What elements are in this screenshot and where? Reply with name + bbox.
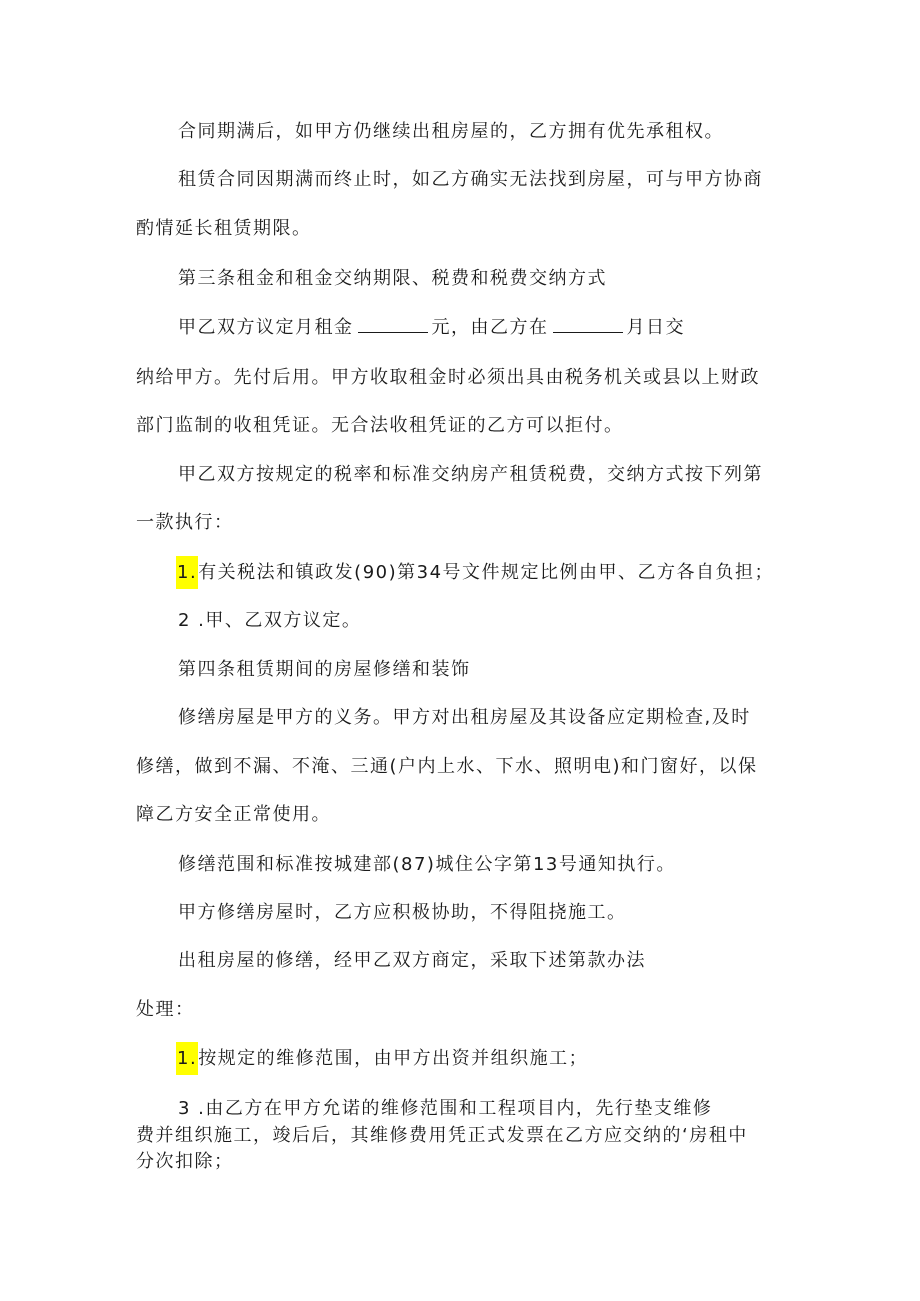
paragraph-rent-line-2: 纳给甲方。先付后用。甲方收取租金时必须出具由税务机关或县以上财政 (136, 367, 760, 388)
paragraph-tax-line-2: 一款执行： (136, 512, 234, 533)
highlighted-number: 1. (176, 556, 198, 589)
payment-date-blank[interactable] (553, 316, 623, 333)
paragraph-repair-line-1: 修缮房屋是甲方的义务。甲方对出租房屋及其设备应定期检查,及时 (178, 707, 751, 728)
repair-option-3-line-2: 费并组织施工，竣后后，其维修费用凭正式发票在乙方应交纳的‘房租中 (136, 1125, 748, 1146)
paragraph-extension-line-1: 租赁合同因期满而终止时，如乙方确实无法找到房屋，可与甲方协商 (178, 169, 763, 190)
paragraph-repair-method-line-2: 处理： (136, 999, 195, 1020)
paragraph-renewal-priority: 合同期满后，如甲方仍继续出租房屋的，乙方拥有优先承租权。 (178, 121, 724, 142)
article-three-heading: 第三条租金和租金交纳期限、税费和税费交纳方式 (178, 268, 607, 289)
paragraph-repair-scope: 修缮范围和标准按城建部(87)城住公字第13号通知执行。 (178, 854, 676, 875)
paragraph-tax-line-1: 甲乙双方按规定的税率和标准交纳房产租赁税费，交纳方式按下列第 (178, 464, 763, 485)
paragraph-repair-line-2: 修缮，做到不漏、不淹、三通(户内上水、下水、照明电)和门窗好，以保 (136, 756, 758, 777)
paragraph-repair-line-3: 障乙方安全正常使用。 (136, 804, 331, 825)
repair-option-1: 1.按规定的维修范围，由甲方出资并组织施工； (176, 1047, 588, 1071)
paragraph-extension-line-2: 酌情延长租赁期限。 (136, 218, 312, 239)
paragraph-repair-cooperation: 甲方修缮房屋时，乙方应积极协助，不得阻挠施工。 (178, 902, 627, 923)
highlighted-number: 1. (176, 1042, 198, 1075)
rent-amount-blank[interactable] (358, 316, 428, 333)
article-four-heading: 第四条租赁期间的房屋修缮和装饰 (178, 659, 471, 680)
paragraph-rent-line-3: 部门监制的收租凭证。无合法收租凭证的乙方可以拒付。 (136, 415, 624, 436)
paragraph-repair-method-line-1: 出租房屋的修缮，经甲乙双方商定，采取下述第款办法 (178, 950, 646, 971)
repair-option-3-line-1: 3 .由乙方在甲方允诺的维修范围和工程项目内，先行垫支维修 (178, 1098, 713, 1119)
tax-option-2: 2 .甲、乙双方议定。 (178, 610, 362, 631)
tax-option-1: 1.有关税法和镇政发(90)第34号文件规定比例由甲、乙方各自负担； (176, 561, 774, 585)
paragraph-rent-line-1: 甲乙双方议定月租金 元，由乙方在 月日交 (178, 317, 685, 338)
repair-option-3-line-3: 分次扣除； (136, 1151, 234, 1172)
